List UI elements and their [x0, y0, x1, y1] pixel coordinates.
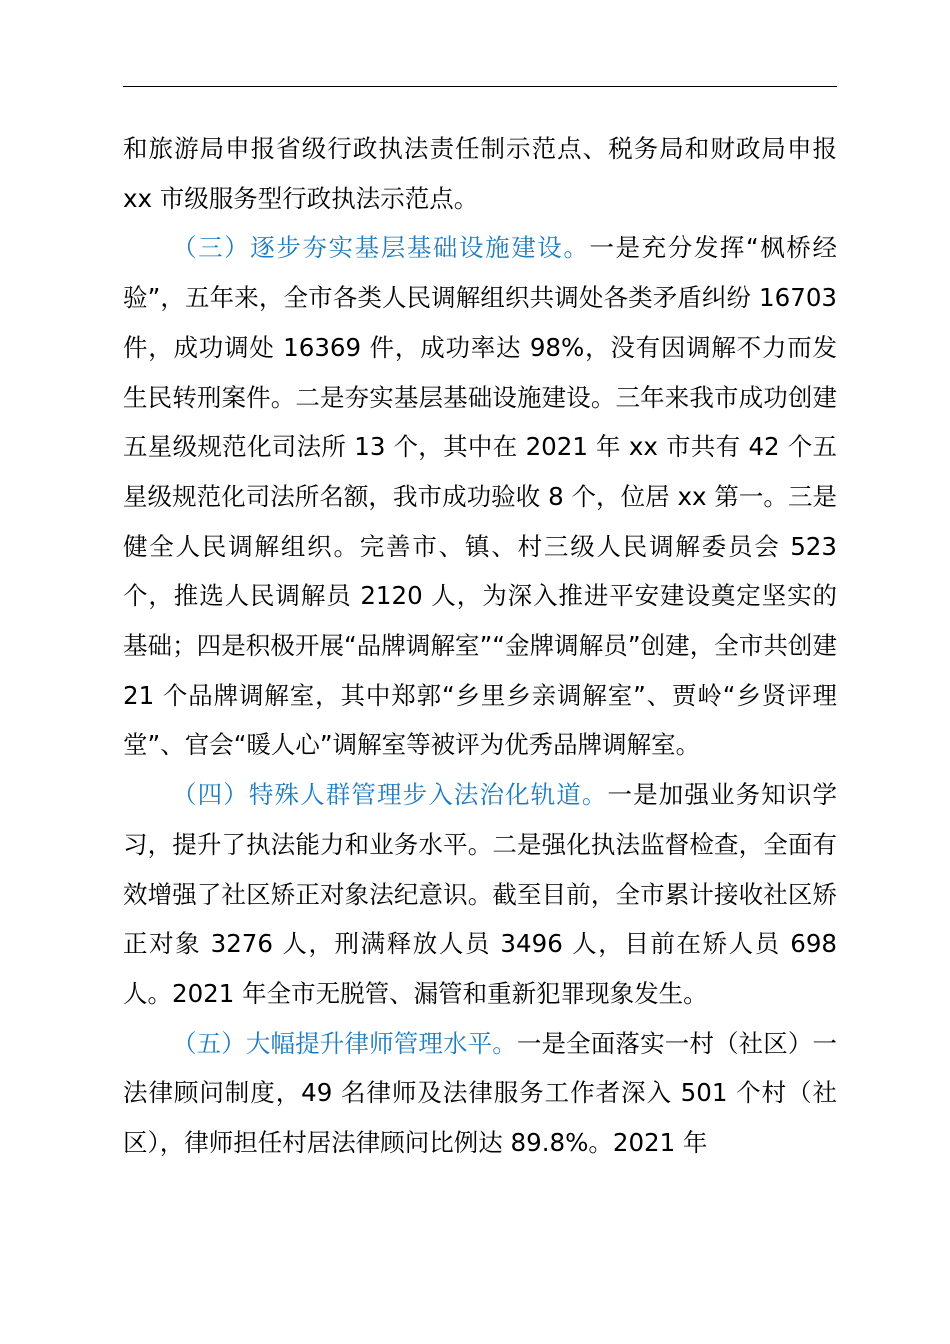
section-heading-5: （五）大幅提升律师管理水平。: [172, 1028, 517, 1058]
document-body: [123, 124, 837, 1168]
section-heading-3: （三）逐步夯实基层基础设施建设。: [172, 233, 590, 263]
section-heading-4: （四）特殊人群管理步入法治化轨道。: [172, 780, 608, 810]
paragraph-section-5: [123, 1019, 837, 1168]
paragraph-continuation: [123, 124, 837, 223]
paragraph-text: 一是加强业务知识学习，提升了执法能力和业务水平。二是强化执法监督检查，全面有效增强了社区矫正对象法纪意识。截至目前，全市累计接收社区矫正对象 3276 人，刑满释放人员 3496 人，目前在矫人员 698 人。2021 年全市无脱管、漏管和重新犯罪现象发生。: [123, 780, 838, 1008]
paragraph-section-3: [123, 223, 837, 770]
paragraph-section-4: [123, 770, 837, 1019]
header-rule: [123, 86, 837, 87]
paragraph-text: 一是充分发挥“枫桥经验”，五年来，全市各类人民调解组织共调处各类矛盾纠纷 16703 件，成功调处 16369 件，成功率达 98%，没有因调解不力而发生民转刑案件。二是夯实基层基础设施建设。三年来我市成功创建五星级规范化司法所 13 个，其中在 2021 年 xx 市共有 42 个五星级规范化司法所名额，我市成功验收 8 个，位居 xx 第一。三是健全人民调解组织。完善市、镇、村三级人民调解委员会 523 个，推选人民调解员 2120 人，为深入推进平安建设奠定坚实的基础；四是积极开展“品牌调解室”“金牌调解员”创建，全市共创建 21 个品牌调解室，其中郑郭“乡里乡亲调解室”、贾岭“乡贤评理堂”、官会“暖人心”调解室等被评为优秀品牌调解室。: [123, 233, 837, 760]
paragraph-text: 一是全面落实一村（社区）一法律顾问制度，49 名律师及法律服务工作者深入 501 个村（社区），律师担任村居法律顾问比例达 89.8%。2021 年: [123, 1028, 838, 1158]
paragraph-text: 和旅游局申报省级行政执法责任制示范点、税务局和财政局申报 xx 市级服务型行政执法示范点。: [123, 134, 837, 213]
